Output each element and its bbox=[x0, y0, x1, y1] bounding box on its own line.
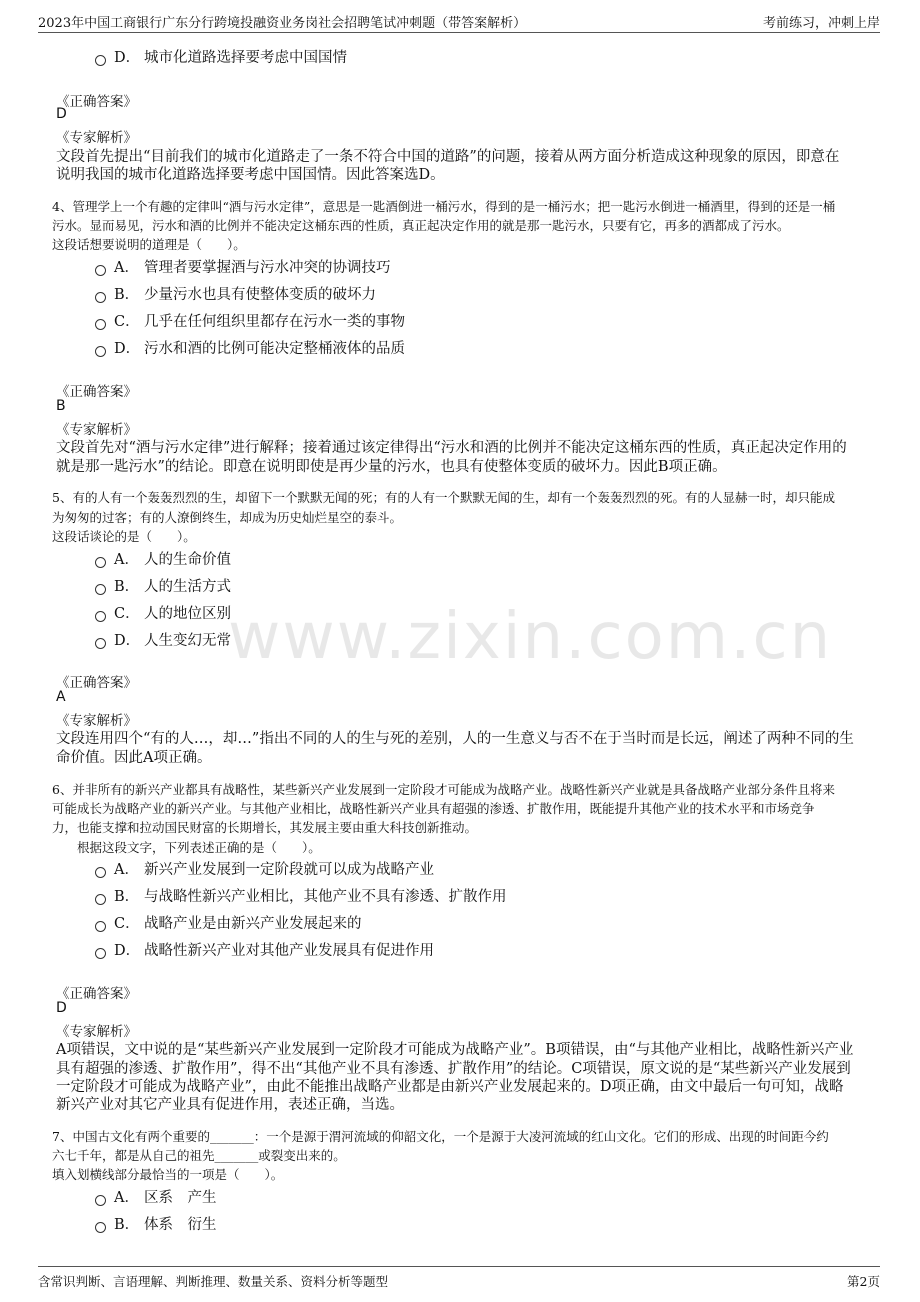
answer-value: B bbox=[56, 398, 66, 414]
radio-icon[interactable] bbox=[95, 948, 106, 959]
answer-label: 《正确答案》 bbox=[56, 675, 137, 691]
analysis-label: 《专家解析》 bbox=[56, 713, 137, 729]
analysis-line: A项错误，文中说的是“某些新兴产业发展到一定阶段才可能成为战略产业”。B项错误，由“与其他产业相比，战略性新兴产业 bbox=[56, 1042, 854, 1058]
analysis-label: 《专家解析》 bbox=[56, 130, 137, 146]
question-stem: 可能成长为战略产业的新兴产业。与其他产业相比，战略性新兴产业具有超强的渗透、扩散作用，既能提升其他产业的技术水平和市场竞争 bbox=[52, 801, 815, 816]
question-stem: 力，也能支撑和拉动国民财富的长期增长，其发展主要由重大科技创新推动。 bbox=[52, 820, 478, 835]
option-b[interactable]: B． 人的生活方式 bbox=[95, 575, 231, 595]
header-slogan: 考前练习，冲刺上岸 bbox=[762, 16, 880, 31]
analysis-line: 就是那一匙污水”的结论。即意在说明即使是再少量的污水，也具有使整体变质的破坏力。因此B项正确。 bbox=[56, 459, 727, 475]
document-title: 2023年中国工商银行广东分行跨境投融资业务岗社会招聘笔试冲刺题（带答案解析） bbox=[38, 16, 527, 31]
answer-label: 《正确答案》 bbox=[56, 986, 137, 1002]
footer-note: 含常识判断、言语理解、判断推理、数量关系、资料分析等题型 bbox=[38, 1274, 389, 1289]
analysis-line: 文段首先对“酒与污水定律”进行解释；接着通过该定律得出“污水和酒的比例并不能决定这桶东西的性质，真正起决定作用的 bbox=[56, 440, 847, 456]
option-b[interactable]: B． 少量污水也具有使整体变质的破坏力 bbox=[95, 283, 376, 303]
option-d[interactable]: D． 污水和酒的比例可能决定整桶液体的品质 bbox=[95, 337, 405, 357]
answer-value: D bbox=[56, 1000, 67, 1016]
option-c[interactable]: C． 人的地位区别 bbox=[95, 602, 231, 622]
radio-icon[interactable] bbox=[95, 921, 106, 932]
radio-icon[interactable] bbox=[95, 292, 106, 303]
option-a[interactable]: A． 管理者要掌握酒与污水冲突的协调技巧 bbox=[95, 256, 391, 276]
radio-icon[interactable] bbox=[95, 1222, 106, 1233]
page-number: 第2页 bbox=[847, 1274, 880, 1289]
option-a[interactable]: A． 人的生命价值 bbox=[95, 548, 231, 568]
radio-icon[interactable] bbox=[95, 557, 106, 568]
radio-icon[interactable] bbox=[95, 265, 106, 276]
question-stem: 6、并非所有的新兴产业都具有战略性，某些新兴产业发展到一定阶段才可能成为战略产业。战略性新兴产业就是具备战略产业部分条件且将来 bbox=[52, 782, 835, 797]
answer-value: D bbox=[56, 106, 67, 122]
radio-icon[interactable] bbox=[95, 55, 106, 66]
option-c[interactable]: C． 战略产业是由新兴产业发展起来的 bbox=[95, 912, 362, 932]
option-d[interactable]: D． 城市化道路选择要考虑中国国情 bbox=[95, 46, 347, 66]
question-stem: 六七千年，都是从自己的祖先_______或裂变出来的。 bbox=[52, 1148, 346, 1163]
analysis-label: 《专家解析》 bbox=[56, 1024, 137, 1040]
radio-icon[interactable] bbox=[95, 584, 106, 595]
question-stem: 污水。显而易见，污水和酒的比例并不能决定这桶东西的性质，真正起决定作用的就是那一匙污水，只要有它，再多的酒都成了污水。 bbox=[52, 218, 790, 233]
question-stem: 4、管理学上一个有趣的定律叫“酒与污水定律”，意思是一匙酒倒进一桶污水，得到的是一桶污水；把一匙污水倒进一桶酒里，得到的还是一桶 bbox=[52, 199, 836, 214]
analysis-line: 新兴产业对其它产业具有促进作用，表述正确，当选。 bbox=[56, 1097, 404, 1113]
question-stem: 为匆匆的过客；有的人潦倒终生，却成为历史灿烂星空的泰斗。 bbox=[52, 510, 403, 525]
answer-label: 《正确答案》 bbox=[56, 384, 137, 400]
radio-icon[interactable] bbox=[95, 611, 106, 622]
page-header bbox=[38, 8, 880, 33]
analysis-line: 文段首先提出“目前我们的城市化道路走了一条不符合中国的道路”的问题，接着从两方面分析造成这种现象的原因，即意在 bbox=[56, 149, 840, 165]
radio-icon[interactable] bbox=[95, 319, 106, 330]
answer-value: A bbox=[56, 689, 66, 705]
question-stem: 7、中国古文化有两个重要的_______：一个是源于渭河流域的仰韶文化，一个是源于大凌河流域的红山文化。它们的形成、出现的时间距今约 bbox=[52, 1129, 829, 1144]
page-footer bbox=[38, 1266, 880, 1291]
analysis-line: 一定阶段才可能成为战略产业”，由此不能推出战略产业都是由新兴产业发展起来的。D项正确，由文中最后一句可知，战略 bbox=[56, 1079, 844, 1095]
option-b[interactable]: B． 与战略性新兴产业相比，其他产业不具有渗透、扩散作用 bbox=[95, 885, 507, 905]
question-prompt: 根据这段文字，下列表述正确的是（ ）。 bbox=[77, 840, 321, 855]
option-d[interactable]: D． 人生变幻无常 bbox=[95, 629, 231, 649]
radio-icon[interactable] bbox=[95, 638, 106, 649]
analysis-line: 命价值。因此A项正确。 bbox=[56, 750, 212, 766]
answer-label: 《正确答案》 bbox=[56, 94, 137, 110]
radio-icon[interactable] bbox=[95, 894, 106, 905]
radio-icon[interactable] bbox=[95, 346, 106, 357]
radio-icon[interactable] bbox=[95, 1195, 106, 1206]
question-stem: 这段话想要说明的道理是（ ）。 bbox=[52, 237, 246, 252]
question-stem: 5、有的人有一个轰轰烈烈的生，却留下一个默默无闻的死；有的人有一个默默无闻的生，却有一个轰轰烈烈的死。有的人显赫一时，却只能成 bbox=[52, 490, 835, 505]
question-stem: 这段话谈论的是（ ）。 bbox=[52, 529, 196, 544]
option-a[interactable]: A． 新兴产业发展到一定阶段就可以成为战略产业 bbox=[95, 858, 434, 878]
radio-icon[interactable] bbox=[95, 867, 106, 878]
option-b[interactable]: B． 体系 衍生 bbox=[95, 1213, 217, 1233]
option-c[interactable]: C． 几乎在任何组织里都存在污水一类的事物 bbox=[95, 310, 405, 330]
option-a[interactable]: A． 区系 产生 bbox=[95, 1186, 217, 1206]
analysis-label: 《专家解析》 bbox=[56, 422, 137, 438]
analysis-line: 说明我国的城市化道路选择要考虑中国国情。因此答案选D。 bbox=[56, 167, 445, 183]
analysis-line: 文段连用四个“有的人…，却…”指出不同的人的生与死的差别，人的一生意义与否不在于当时而是长远，阐述了两种不同的生 bbox=[56, 731, 854, 747]
question-stem: 填入划横线部分最恰当的一项是（ ）。 bbox=[52, 1167, 284, 1182]
analysis-line: 具有超强的渗透、扩散作用”，得不出“其他产业不具有渗透、扩散作用”的结论。C项错误，原文说的是“某些新兴产业发展到 bbox=[56, 1061, 851, 1077]
option-d[interactable]: D． 战略性新兴产业对其他产业发展具有促进作用 bbox=[95, 939, 434, 959]
watermark: www.zixin.com.cn bbox=[228, 600, 833, 674]
